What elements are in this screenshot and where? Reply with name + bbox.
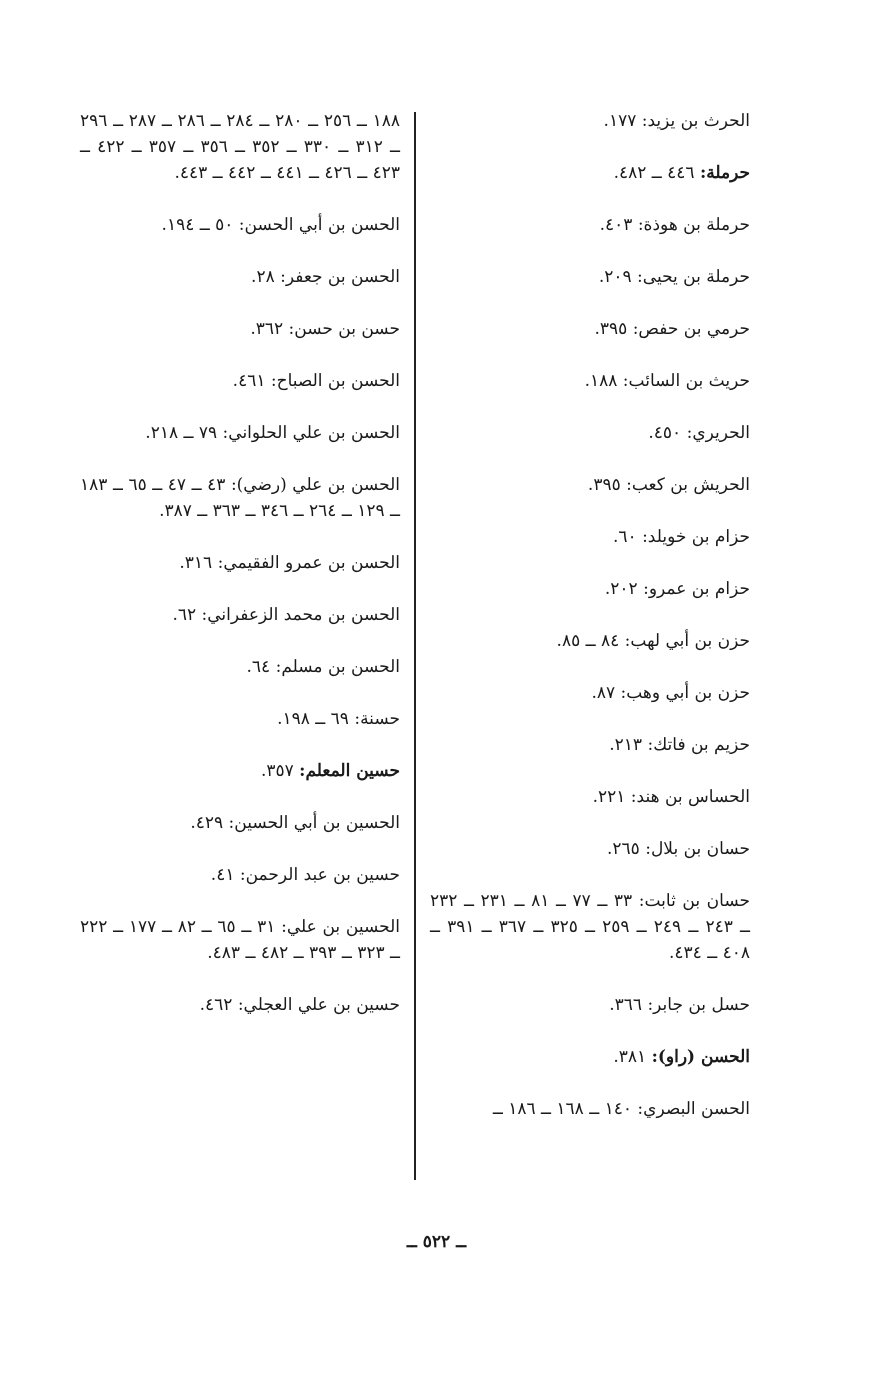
entry-page-refs: ٢٢١. [592,787,626,807]
entry-name: الحسين بن علي: [281,917,401,937]
entry-page-refs: ٦٩ ــ ١٩٨. [277,709,349,729]
index-entry [80,420,400,446]
index-entry [430,524,750,550]
index-entry [430,1044,750,1070]
index-entry [80,914,400,966]
entry-name: حرملة: [699,163,750,183]
entry-name: الحسن بن محمد الزعفراني: [201,605,400,625]
entry-name: الحسين بن أبي الحسين: [228,813,400,833]
entry-name: حرملة بن هوذة: [637,215,750,235]
page-number: ــ ٥٢٢ ــ [406,1232,467,1252]
index-entry [430,836,750,862]
index-entry [80,316,400,342]
entry-name: حسين المعلم: [299,761,400,781]
entry-name: حزن بن أبي لهب: [624,631,750,651]
entry-name: حسين بن علي العجلي: [237,995,400,1015]
entry-page-refs: ١٤٠ ــ ١٦٨ ــ ١٨٦ ــ [492,1099,633,1119]
entry-page-refs: ٥٠ ــ ١٩٤. [161,215,234,235]
entry-name: حزام بن عمرو: [643,579,750,599]
column-divider [414,112,416,1180]
right-column [430,108,750,1148]
entry-name: حزيم بن فاتك: [647,735,750,755]
entry-name: الحسن بن مسلم: [275,657,400,677]
entry-name: الحريش بن كعب: [626,475,750,495]
index-entry [80,992,400,1018]
entry-name: حسان بن بلال: [645,839,750,859]
entry-page-refs: ٢٠٢. [604,579,638,599]
index-entry [430,1096,750,1122]
entry-name: حسل بن جابر: [647,995,750,1015]
entry-page-refs: ٤٣ ــ ٤٧ ــ ٦٥ ــ ١٨٣ ــ ١٢٩ ــ ٢٦٤ ــ ٣٤٦ ــ ٣٦٣ ــ ٣٨٧. [80,475,400,521]
entry-name: حرمي بن حفص: [632,319,750,339]
index-entry [430,576,750,602]
entry-page-refs: ٢٨. [251,267,275,287]
entry-name: حسين بن عبد الرحمن: [239,865,400,885]
entry-name: الحسن (راو): [651,1047,750,1067]
entry-page-refs: ٣٥٧. [260,761,294,781]
entry-page-refs: ٣٦٦. [609,995,643,1015]
entry-page-refs: ٤٤٦ ــ ٤٨٢. [613,163,695,183]
entry-name: حسنة: [354,709,400,729]
entry-name: حسان بن ثابت: [638,891,751,911]
index-entry [80,758,400,784]
entry-page-refs: ٣١ ــ ٦٥ ــ ٨٢ ــ ١٧٧ ــ ٢٢٢ ــ ٣٢٣ ــ ٣٩٣ ــ ٤٨٢ ــ ٤٨٣. [80,917,400,963]
entry-name: الحساس بن هند: [630,787,750,807]
entry-name: الحسن بن الصباح: [270,371,400,391]
index-entry [80,810,400,836]
entry-page-refs: ٤٦١. [232,371,266,391]
entry-page-refs: ٣٨١. [613,1047,647,1067]
index-entry [80,472,400,524]
index-entry [80,862,400,888]
index-entry [430,160,750,186]
index-entry [430,316,750,342]
entry-name: الحرث بن يزيد: [641,111,750,131]
index-entry [430,108,750,134]
entry-page-refs: ٨٧. [591,683,616,703]
entry-page-refs: ٤٥٠. [648,423,682,443]
entry-page-refs: ٦٤. [246,657,271,677]
index-entry [80,264,400,290]
entry-name: الحسن بن علي الحلواني: [222,423,400,443]
index-entry [430,212,750,238]
entry-page-refs: ٢٦٥. [607,839,640,859]
entry-page-refs: ١٨٨. [584,371,618,391]
index-entry [430,784,750,810]
entry-name: حزن بن أبي وهب: [620,683,750,703]
left-column [80,108,400,1044]
index-entry [430,732,750,758]
entry-name: الحسن بن أبي الحسن: [238,215,400,235]
entry-page-refs: ٢١٣. [609,735,643,755]
entry-page-refs: ٣١٦. [179,553,213,573]
entry-name: الحريري: [686,423,750,443]
entry-name: الحسن بن عمرو الفقيمي: [217,553,400,573]
index-entry [430,264,750,290]
entry-name: الحسن البصري: [637,1099,750,1119]
entry-page-refs: ٢٠٩. [598,267,632,287]
entry-name: حسن بن حسن: [288,319,400,339]
entry-page-refs: ٣٩٥. [587,475,621,495]
entry-page-refs: ٧٩ ــ ٢١٨. [145,423,218,443]
entry-page-refs: ٣٣ ــ ٧٧ ــ ٨١ ــ ٢٣١ ــ ٢٣٢ ــ ٢٤٣ ــ ٢٤٩ ــ ٢٥٩ ــ ٣٢٥ ــ ٣٦٧ ــ ٣٩١ ــ ٤٠٨ ــ ٤٣٤. [430,891,750,963]
entry-page-refs: ١٨٨ ــ ٢٥٦ ــ ٢٨٠ ــ ٢٨٤ ــ ٢٨٦ ــ ٢٨٧ ــ ٢٩٦ ــ ٣١٢ ــ ٣٣٠ ــ ٣٥٢ ــ ٣٥٦ ــ ٣٥٧ ــ ٤٢٢ ــ ٤٢٣ ــ ٤٢٦ ــ ٤٤١ ــ ٤٤٢ ــ ٤٤٣. [80,111,400,183]
entry-page-refs: ٤٢٩. [190,813,224,833]
index-entry [430,992,750,1018]
index-entry [80,654,400,680]
entry-page-refs: ٨٤ ــ ٨٥. [556,631,620,651]
index-entry [430,472,750,498]
entry-page-refs: ٦٠. [613,527,637,547]
entry-name: الحسن بن علي (رضي): [230,475,400,495]
index-entry [80,706,400,732]
entry-page-refs: ٣٦٢. [250,319,284,339]
entry-name: الحسن بن جعفر: [280,267,400,287]
index-entry [430,420,750,446]
index-entry [430,628,750,654]
index-entry [80,212,400,238]
entry-page-refs: ٣٩٥. [594,319,628,339]
entry-page-refs: ٦٢. [172,605,197,625]
index-entry [80,368,400,394]
entry-page-refs: ٤٠٣. [599,215,633,235]
index-entry [80,108,400,186]
index-entry [430,368,750,394]
index-entry [430,888,750,966]
entry-page-refs: ٤١. [210,865,235,885]
index-entry [80,602,400,628]
entry-name: حرملة بن يحيى: [637,267,750,287]
entry-page-refs: ٤٦٢. [199,995,233,1015]
entry-name: حريث بن السائب: [622,371,750,391]
entry-name: حزام بن خويلد: [642,527,750,547]
index-entry [430,680,750,706]
index-entry [80,550,400,576]
entry-page-refs: ١٧٧. [603,111,637,131]
